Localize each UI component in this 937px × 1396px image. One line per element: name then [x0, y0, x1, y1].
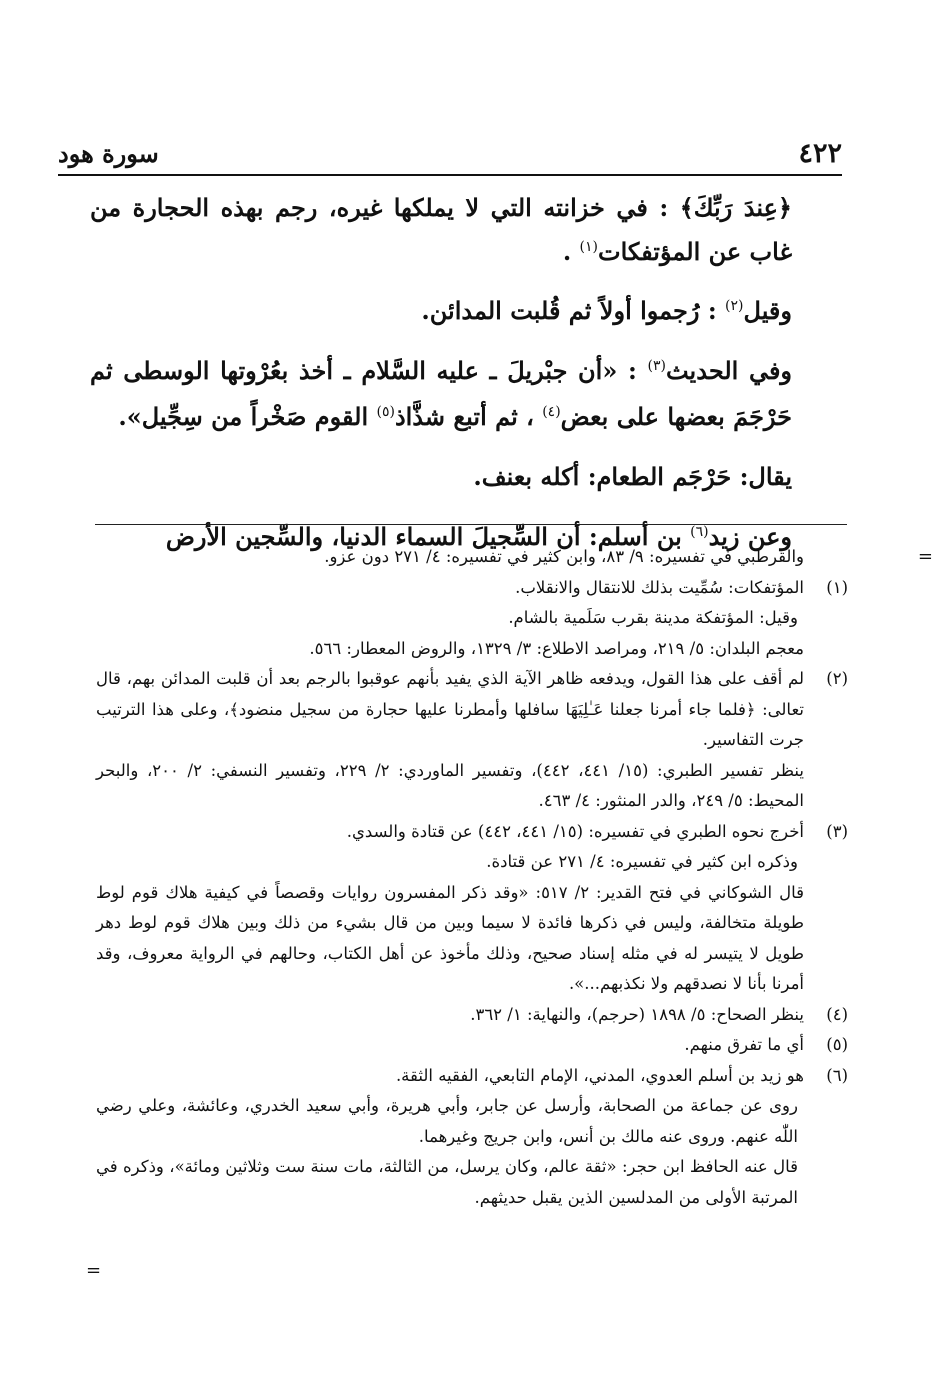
- footnote-6: [96, 1061, 848, 1214]
- page-number: ٤٢٢: [798, 138, 842, 169]
- footnote-line: قال عنه الحافظ ابن حجر: «ثقة عالم، وكان يرسل، من الثالثة، مات سنة ست وثلاثين ومائة»، وذكره في المرتبة الأولى من المدلسين الذين يقبل حديثهم.: [96, 1157, 798, 1207]
- main-text: [90, 186, 792, 574]
- footnote-ref: (٢): [725, 298, 744, 314]
- paragraph-3: [90, 348, 792, 440]
- footnote-number: (٣): [826, 821, 848, 841]
- footnote-line: ينظر تفسير الطبري: (١٥/ ٤٤١، ٤٤٢)، وتفسير الماوردي: ٢/ ٢٢٩، وتفسير النسفي: ٢/ ٢٠٠، والبحر المحيط: ٥/ ٢٤٩، والدر المنثور: ٤/ ٤٦٣.: [96, 760, 804, 810]
- footnotes: [96, 542, 848, 1213]
- footnote-4: [96, 1000, 848, 1031]
- footnote-line: أخرج نحوه الطبري في تفسيره: (١٥/ ٤٤١، ٤٤٢) عن قتادة والسدي.: [346, 821, 804, 841]
- footnote-line: وذكره ابن كثير في تفسيره: ٤/ ٢٧١ عن قتادة.: [486, 852, 798, 871]
- footnote-ref: (١): [579, 239, 598, 255]
- main-text-segment: يقال: حَرْجَم الطعام: أكله بعنف.: [473, 462, 792, 491]
- paragraph-2: [90, 288, 792, 334]
- footnote-ref: (٣): [647, 358, 666, 374]
- paragraph-1: ﴿عِندَ رَبِّكَ﴾ : في خزانته التي لا يملكها غيره، رجم بهذه الحجارة من غاب عن المؤتفكات$^{(١)}$ .: [90, 193, 792, 266]
- main-text-segment: ﴿عِندَ رَبِّكَ﴾ : في خزانته التي لا يملكها غيره، رجم بهذه الحجارة من غاب عن المؤتفكات: [90, 193, 792, 266]
- footnote-line: ينظر الصحاح: ٥/ ١٨٩٨ (حرجم)، والنهاية: ١/ ٣٦٢.: [470, 1004, 804, 1024]
- main-text-segment: القوم صَخْراً من سِجِّيل».: [118, 402, 369, 431]
- footnote-line: المؤتفكات: سُمِّيت بذلك للانتقال والانقلاب.: [515, 577, 804, 597]
- footnote-continued: [96, 542, 848, 573]
- footnote-ref: (٦): [690, 524, 709, 540]
- main-text-segment: : «أن جبْريلَ ـ عليه السَّلام ـ أخذ بعُرْوتها الوسطى ثم حَرْجَمَ بعضها على بعض: [90, 356, 792, 431]
- main-text-segment: ، ثم أتبع شذَّاذ: [394, 402, 534, 431]
- footnote-line: روى عن جماعة من الصحابة، وأرسل عن جابر، وأبي هريرة، وأبي سعيد الخدري، وعائشة، وعلي رضي اللّٰه عنهم. وروى عنه مالك بن أنس، وابن جريج وغيرهما.: [96, 1096, 798, 1146]
- footnote-separator: [95, 524, 847, 525]
- footnote-line: أي ما تفرق منهم.: [684, 1035, 804, 1054]
- continuation-mark: =: [917, 546, 933, 567]
- footnote-number: (٤): [826, 1004, 848, 1024]
- footnote-line: معجم البلدان: ٥/ ٢١٩، ومراصد الاطلاع: ٣/ ١٣٢٩، والروض المعطار: ٥٦٦.: [309, 638, 804, 658]
- main-text-segment: وقيل: [743, 296, 792, 325]
- footnote-line: وقيل: المؤتفكة مدينة بقرب سَلَمية بالشام.: [508, 608, 798, 627]
- footnote-3: [96, 817, 848, 1000]
- main-text-segment: : رُجموا أولاً ثم قُلبت المدائن.: [421, 296, 717, 325]
- footnote-5: [96, 1030, 848, 1061]
- footnote-ref: (٥): [376, 404, 395, 420]
- footnote-number: (٥): [826, 1035, 848, 1054]
- footnote-ref: (٤): [542, 404, 561, 420]
- main-text-segment: بن أسلم: أن السِّجيلَ السماء الدنيا، والسِّجين الأرض: [165, 522, 682, 551]
- surah-name: سورة هود: [58, 139, 159, 168]
- footnote-line: والقرطبي في تفسيره: ٩/ ٨٣، وابن كثير في تفسيره: ٤/ ٢٧١ دون عزو.: [324, 547, 804, 566]
- footnote-2: [96, 664, 848, 817]
- main-text-segment: وفي الحديث: [665, 356, 793, 385]
- footnote-line: لم أقف على هذا القول، ويدفعه ظاهر الآية الذي يفيد بأنهم عوقبوا بالرجم بعد أن قلبت المدائن بهم، قال تعالى: ﴿فلما جاء أمرنا جعلنا عَـٰلِيَهَا سافلها وأمطرنا عليها حجارة من سجيل منضود﴾، وعلى هذا الترتيب جرت التفاسير.: [96, 669, 804, 749]
- footnote-number: (٦): [826, 1065, 848, 1085]
- footnote-number: (٢): [826, 669, 848, 688]
- footnote-1: [96, 573, 848, 665]
- continuation-mark-end: =: [86, 1260, 102, 1281]
- main-text-segment: وعن زيد: [708, 522, 792, 551]
- footnote-line: قال الشوكاني في فتح القدير: ٢/ ٥١٧: «وقد ذكر المفسرون روايات وقصصاً في كيفية هلاك قوم لوط طويلة متخالفة، وليس في ذكرها فائدة لا سيما وبين من قال بشيء من ذلك وبين هلاك قوم لوط دهر طويل لا يتيسر له في مثله إسناد صحيح، وذلك مأخوذ عن أهل الكتاب، وحالهم في الرواية معروف، وقد أمرنا بأنا لا نصدقهم ولا نكذبهم...».: [96, 882, 804, 993]
- footnote-line: هو زيد بن أسلم العدوي، المدني، الإمام التابعي، الفقيه الثقة.: [395, 1065, 804, 1085]
- paragraph-4: [90, 454, 792, 500]
- footnote-number: (١): [826, 577, 848, 597]
- page-header: [58, 136, 842, 176]
